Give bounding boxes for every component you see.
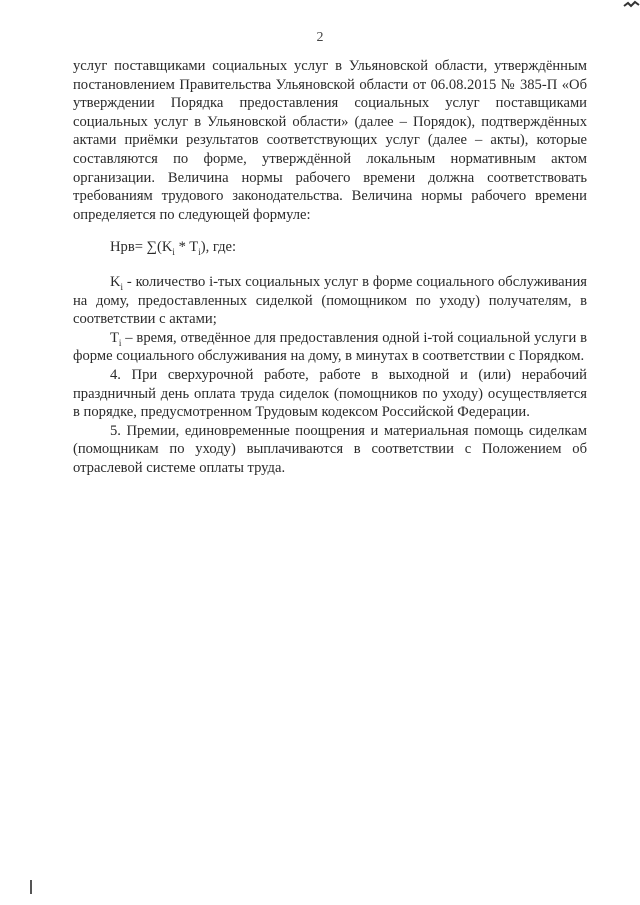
scan-corner-mark: [622, 0, 640, 9]
definition-t-text: – время, отведённое для предоставления одной i-той социальной услуги в форме социального обслуживания на дому, в минутах в соответствии с Порядком.: [73, 329, 587, 365]
paragraph-bonuses: 5. Премии, единовременные поощрения и материальная помощь сиделкам (помощникам по уходу) выплачиваются в соответствии с Положением об отраслевой системе оплаты труда.: [73, 422, 587, 476]
formula-subscript-k: i: [172, 247, 175, 258]
definition-t-symbol: T: [110, 329, 119, 346]
definition-t-subscript: i: [118, 337, 122, 348]
formula-suffix: ), где:: [200, 239, 237, 256]
paragraph-continuation: услуг поставщиками социальных услуг в Ульяновской области, утверждённым постановлением Правительства Ульяновской области от 06.08.2015 № 385-П «Об утверждении Порядка предоставления социальных услуг поставщиками социальных услуг в Ульяновской области» (далее – Порядок), подтверждённых актами приёмки результатов соответствующих услуг (далее – акты), которые составляются по форме, утверждённой локальным нормативным актом организации. Величина нормы рабочего времени должна соответствовать требованиям трудового законодательства. Величина нормы рабочего времени определяется по следующей формуле:: [73, 58, 587, 223]
scan-edge-mark: [30, 880, 32, 894]
definition-k-symbol: K: [110, 273, 121, 290]
work-time-formula: [110, 238, 587, 257]
definition-k-text: - количество i-тых социальных услуг в форме социального обслуживания на дому, предоставленных сиделкой (помощником по уходу) получателям, в соответствии с актами;: [73, 273, 587, 328]
definition-k: [73, 273, 587, 329]
definition-t: [73, 329, 587, 366]
paragraph-overtime: 4. При сверхурочной работе, работе в выходной и (или) нерабочий праздничный день оплата труда сиделок (помощников по уходу) осуществляется в порядке, предусмотренном Трудовым кодексом Российской Федерации.: [73, 366, 587, 421]
definition-k-subscript: i: [120, 281, 124, 292]
formula-subscript-t: i: [198, 247, 201, 258]
document-body: [73, 57, 587, 477]
page-number: 2: [316, 30, 324, 45]
formula-middle: * T: [174, 239, 199, 256]
formula-prefix: Нрв= ∑(K: [110, 239, 173, 256]
